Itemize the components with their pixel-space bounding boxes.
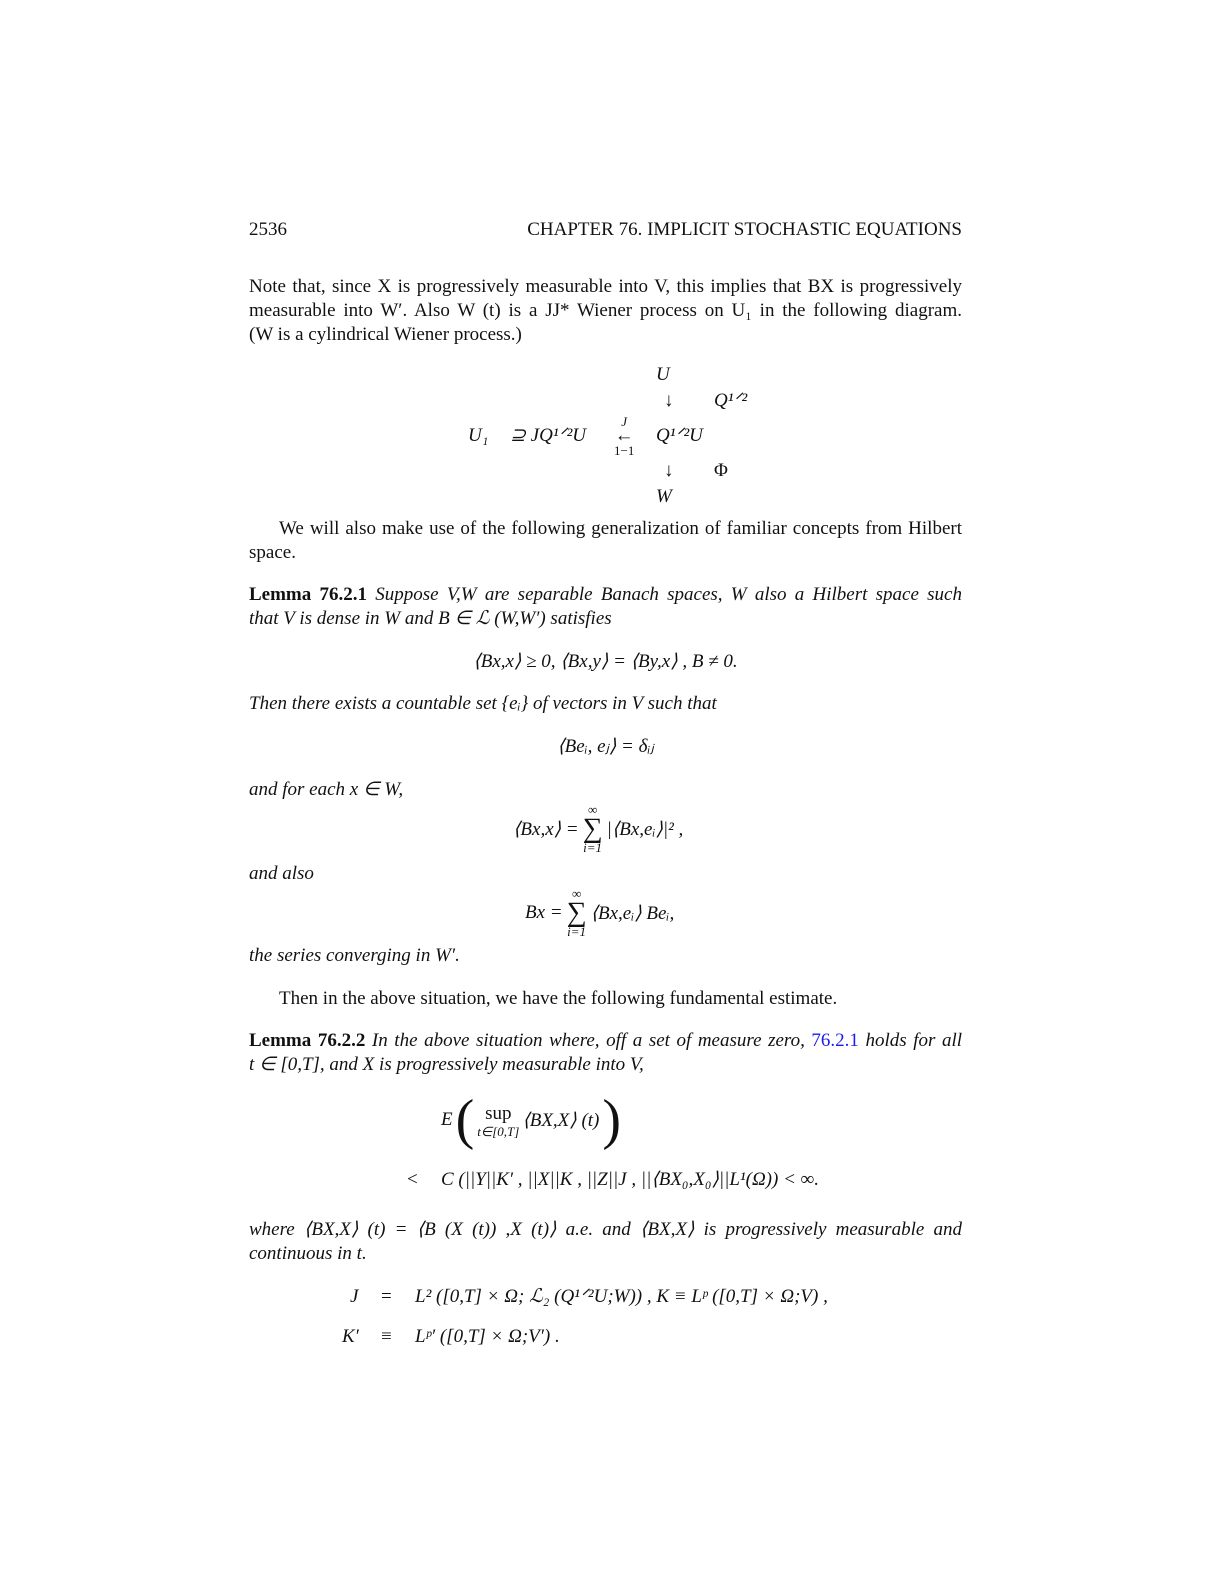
diagram-node-middle: Q¹ᐟ²U <box>656 425 703 446</box>
eq-part: t∈[0,T] <box>477 1123 520 1139</box>
paren-left: ( <box>455 1089 475 1151</box>
diagram-label: Q¹ᐟ² <box>714 390 748 411</box>
text-line: that V is dense in W and B ∈ ℒ (W,W′) satisfies <box>249 608 612 629</box>
eq-part: E <box>441 1109 453 1130</box>
sum-limit: i=1 <box>583 840 603 855</box>
text-line: t ∈ [0,T], and X is progressively measurable into V, <box>249 1054 644 1075</box>
running-header: CHAPTER 76. IMPLICIT STOCHASTIC EQUATIONS <box>527 219 962 240</box>
text-line: Then in the above situation, we have the following fundamental estimate. <box>279 988 838 1009</box>
text-line: space. <box>249 542 296 563</box>
diagram-node-W: W <box>656 486 672 507</box>
text: holds for all <box>858 1030 963 1051</box>
text-line: measurable into W′. Also W (t) is a JJ* Wiener process on U₁ in the following diagram. <box>249 300 962 321</box>
eq-part: C (||Y||K′ , ||X||K , ||Z||J , ||⟨BX₀,X₀⟩||L¹(Ω)) < ∞. <box>441 1169 819 1190</box>
equation-lhs: ⟨Bx,x⟩ = <box>513 818 579 840</box>
arrow-down-icon: ↓ <box>664 460 674 481</box>
diagram-arrow <box>614 415 634 457</box>
equation-rhs: |⟨Bx,eᵢ⟩|² , <box>606 818 684 840</box>
sum-limit: ∞ <box>571 886 582 901</box>
text-line: where ⟨BX,X⟩ (t) = ⟨B (X (t)) ,X (t)⟩ a.e. and ⟨BX,X⟩ is progressively measurable and <box>249 1219 962 1240</box>
text-line: Suppose V,W are separable Banach spaces, W also a Hilbert space such <box>375 584 962 605</box>
sum-icon: ∑ <box>582 813 603 844</box>
diagram-node-U1: U₁ <box>468 425 489 446</box>
sup-operator <box>477 1103 519 1138</box>
equation-sum <box>513 804 683 854</box>
sum-operator <box>583 804 603 854</box>
def-rhs: Lᵖ′ ([0,T] × Ω;V′) . <box>415 1326 560 1347</box>
sum-operator <box>567 888 587 938</box>
text-line: We will also make use of the following generalization of familiar concepts from Hilbert <box>279 518 962 539</box>
def-lhs: J <box>350 1286 359 1307</box>
text-line: continuous in t. <box>249 1243 367 1264</box>
def-op: = <box>381 1286 392 1307</box>
sum-limit: ∞ <box>587 802 598 817</box>
paren-right: ) <box>602 1089 622 1151</box>
def-rhs: L² ([0,T] × Ω; ℒ₂ (Q¹ᐟ²U;W)) , K ≡ Lᵖ ([0,T] × Ω;V) , <box>415 1286 828 1307</box>
text: In the above situation where, off a set of measure zero, <box>371 1030 812 1051</box>
equation: ⟨Beᵢ, eⱼ⟩ = δᵢⱼ <box>557 736 654 757</box>
text-line: and for each x ∈ W, <box>249 779 404 800</box>
text-line: and also <box>249 863 314 884</box>
def-lhs: K′ <box>342 1326 359 1347</box>
equation: ⟨Bx,x⟩ ≥ 0, ⟨Bx,y⟩ = ⟨By,x⟩ , B ≠ 0. <box>473 651 738 672</box>
equation-reference-link[interactable]: 76.2.1 <box>811 1030 859 1051</box>
text-line: Then there exists a countable set {eᵢ} of vectors in V such that <box>249 693 717 714</box>
diagram-node-subset: ⊇ JQ¹ᐟ²U <box>510 425 586 446</box>
lemma-title: Lemma 76.2.1 <box>249 584 368 605</box>
commutative-diagram <box>468 362 747 510</box>
text-line: (W is a cylindrical Wiener process.) <box>249 324 522 345</box>
arrow-label: 1−1 <box>614 443 635 458</box>
equation-lhs: Bx = <box>525 902 563 923</box>
page-number: 2536 <box>249 219 287 240</box>
equation-sum <box>525 888 674 938</box>
text-line: Note that, since X is progressively measurable into V, this implies that BX is progressively <box>249 276 962 297</box>
lemma-title: Lemma 76.2.2 <box>249 1030 366 1051</box>
sum-icon: ∑ <box>566 897 587 928</box>
equation-rhs: ⟨Bx,eᵢ⟩ Beᵢ, <box>590 902 675 924</box>
eq-part: ⟨BX,X⟩ (t) <box>522 1109 600 1131</box>
eq-part: sup <box>485 1102 512 1124</box>
sum-limit: i=1 <box>567 924 587 939</box>
arrow-label: J <box>621 414 628 429</box>
def-op: ≡ <box>381 1326 392 1347</box>
diagram-label: Φ <box>714 460 728 481</box>
diagram-node-U: U <box>656 364 670 385</box>
estimate-lhs <box>441 1089 622 1151</box>
eq-part: < <box>407 1169 418 1190</box>
arrow-down-icon: ↓ <box>664 390 674 411</box>
text-line: the series converging in W′. <box>249 945 460 966</box>
arrow-left-icon: ← <box>614 425 634 446</box>
